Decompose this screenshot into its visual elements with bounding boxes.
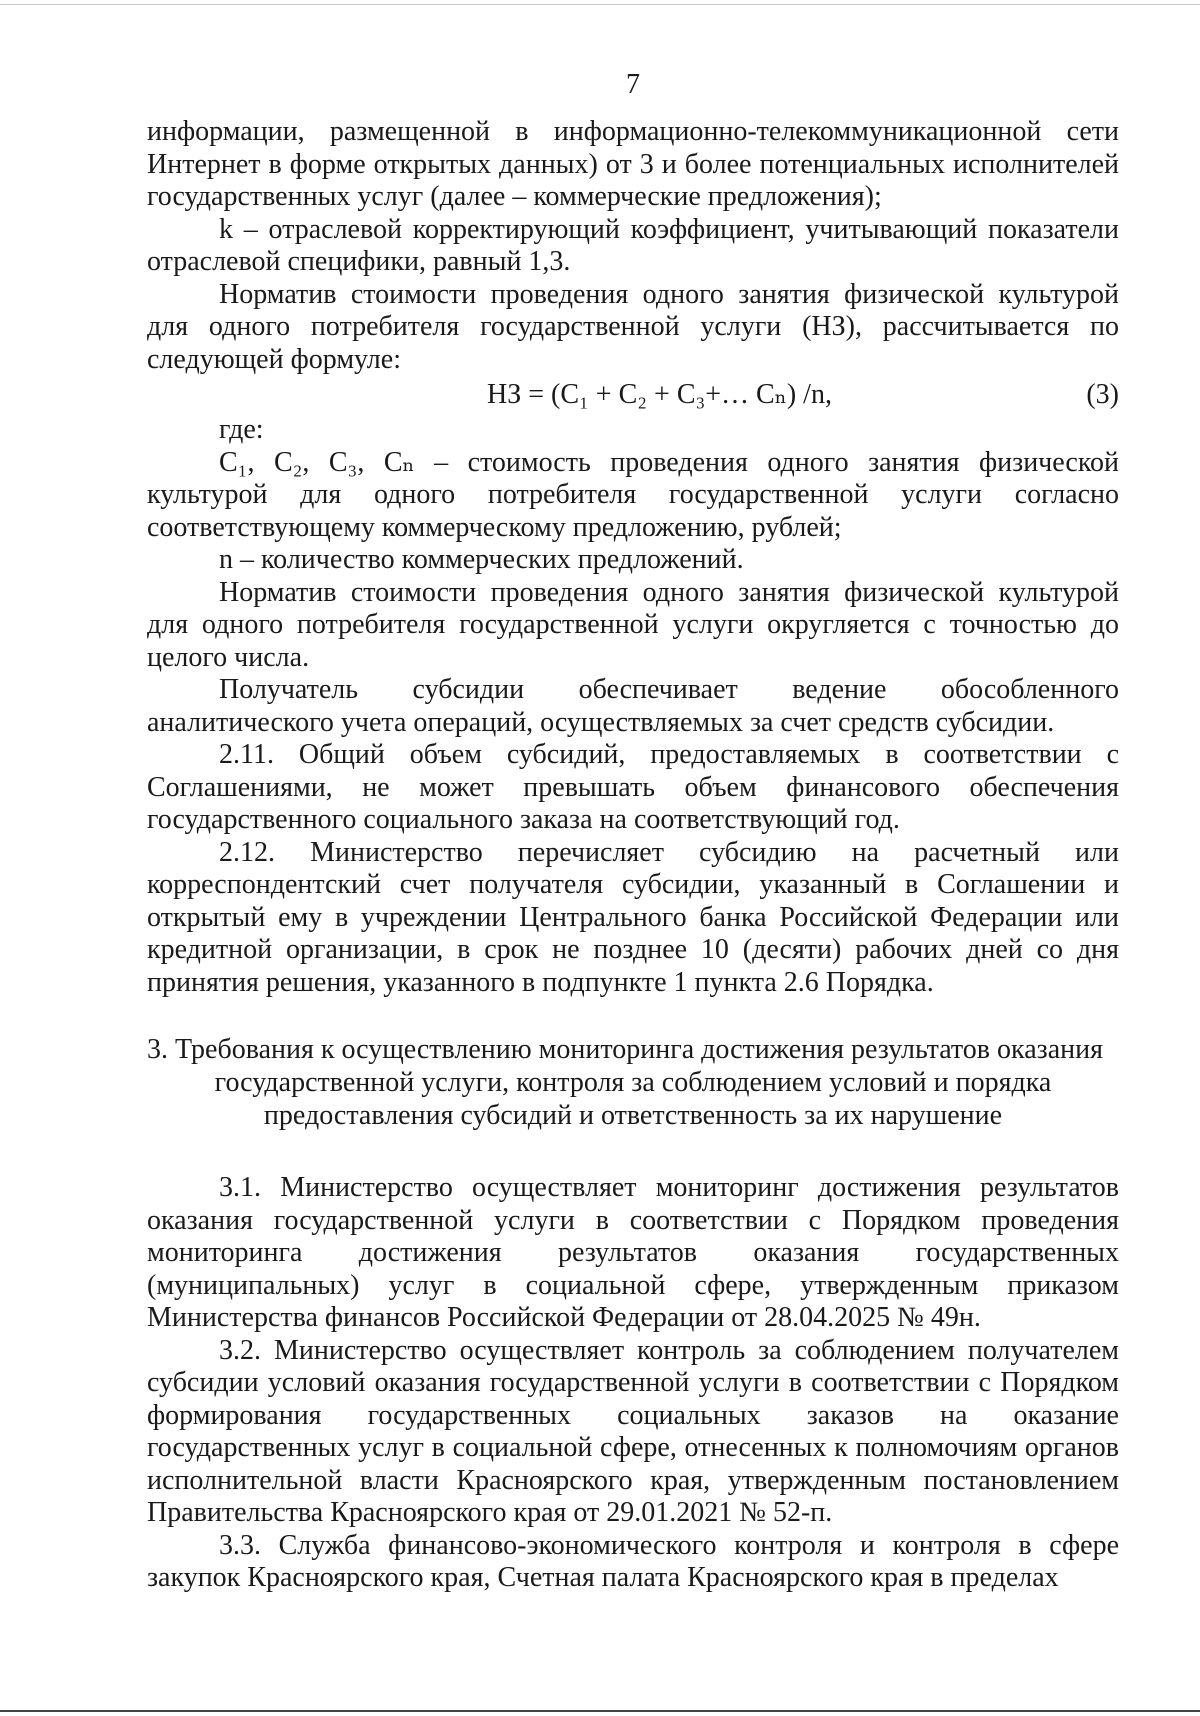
paragraph-norm-formula-intro: Норматив стоимости проведения одного занятия физической культурой для одного потребителя государственной услуги (НЗ), рассчитывается по следующей формуле: <box>147 278 1119 375</box>
formula: НЗ = (C₁ + C₂ + C₃+… Cₙ) /n, <box>487 379 832 410</box>
formula-row <box>147 376 1119 414</box>
section-3-title <box>147 1033 1119 1132</box>
paragraph-3-2: 3.2. Министерство осуществляет контроль за соблюдением получателем субсидии условий оказания государственной услуги в соответствии с Порядком формирования государственных социальных заказов на оказание государственных услуг в социальной сфере, отнесенных к полномочиям органов исполнительной власти Красноярского края, утвержденным постановлением Правительства Красноярского края от 29.01.2021 № 52-п. <box>147 1334 1119 1528</box>
paragraph-3-3: 3.3. Служба финансово-экономического контроля и контроля в сфере закупок Красноярского края, Счетная палата Красноярского края в пределах <box>147 1529 1119 1593</box>
paragraph-continuation: информации, размещенной в информационно-телекоммуникационной сети Интернет в форме открытых данных) от 3 и более потенциальных исполнителей государственных услуг (далее – коммерческие предложения); <box>147 116 1119 212</box>
scan-edge-top <box>0 4 1200 5</box>
page-number: 7 <box>626 69 640 100</box>
paragraph-2-12: 2.12. Министерство перечисляет субсидию на расчетный или корреспондентский счет получателя субсидии, указанный в Соглашении и открытый ему в учреждении Центрального банка Российской Федерации или кредитной организации, в срок не позднее 10 (десяти) рабочих дней со дня принятия решения, указанного в подпункте 1 пункта 2.6 Порядка. <box>147 836 1119 998</box>
paragraph-accounting: Получатель субсидии обеспечивает ведение обособленного аналитического учета операций, осуществляемых за счет средств субсидии. <box>147 674 1119 738</box>
paragraph-3-1: 3.1. Министерство осуществляет мониторинг достижения результатов оказания государственной услуги в соответствии с Порядком проведения мониторинга достижения результатов оказания государственных (муниципальных) услуг в социальной сфере, утвержденным приказом Министерства финансов Российской Федерации от 28.04.2025 № 49н. <box>147 1172 1119 1333</box>
paragraph-k-coefficient: k – отраслевой корректирующий коэффициент, учитывающий показатели отраслевой специфики, равный 1,3. <box>147 213 1119 277</box>
document-page <box>147 64 1119 1595</box>
paragraph-2-11: 2.11. Общий объем субсидий, предоставляемых в соответствии с Соглашениями, не может превышать объем финансового обеспечения государственного социального заказа на соответствующий год. <box>147 739 1119 835</box>
paragraph-c-definition: C₁, C₂, C₃, Cₙ – стоимость проведения одного занятия физической культурой для одного потребителя государственной услуги согласно соответствующему коммерческому предложению, рублей; <box>147 446 1119 543</box>
paragraph-rounding: Норматив стоимости проведения одного занятия физической культурой для одного потребителя государственной услуги округляется с точностью до целого числа. <box>147 576 1119 673</box>
section-3-title-line-1: 3. Требования к осуществлению мониторинга достижения результатов оказания <box>147 1034 1103 1065</box>
where-label: где: <box>219 414 264 445</box>
paragraph-n-definition: n – количество коммерческих предложений. <box>219 544 744 575</box>
section-3-title-line-2: государственной услуги, контроля за соблюдением условий и порядка <box>214 1067 1052 1098</box>
formula-number: (3) <box>1086 379 1119 410</box>
scan-edge-bottom <box>0 1710 1200 1712</box>
section-3-title-line-3: предоставления субсидий и ответственность за их нарушение <box>263 1100 1003 1131</box>
